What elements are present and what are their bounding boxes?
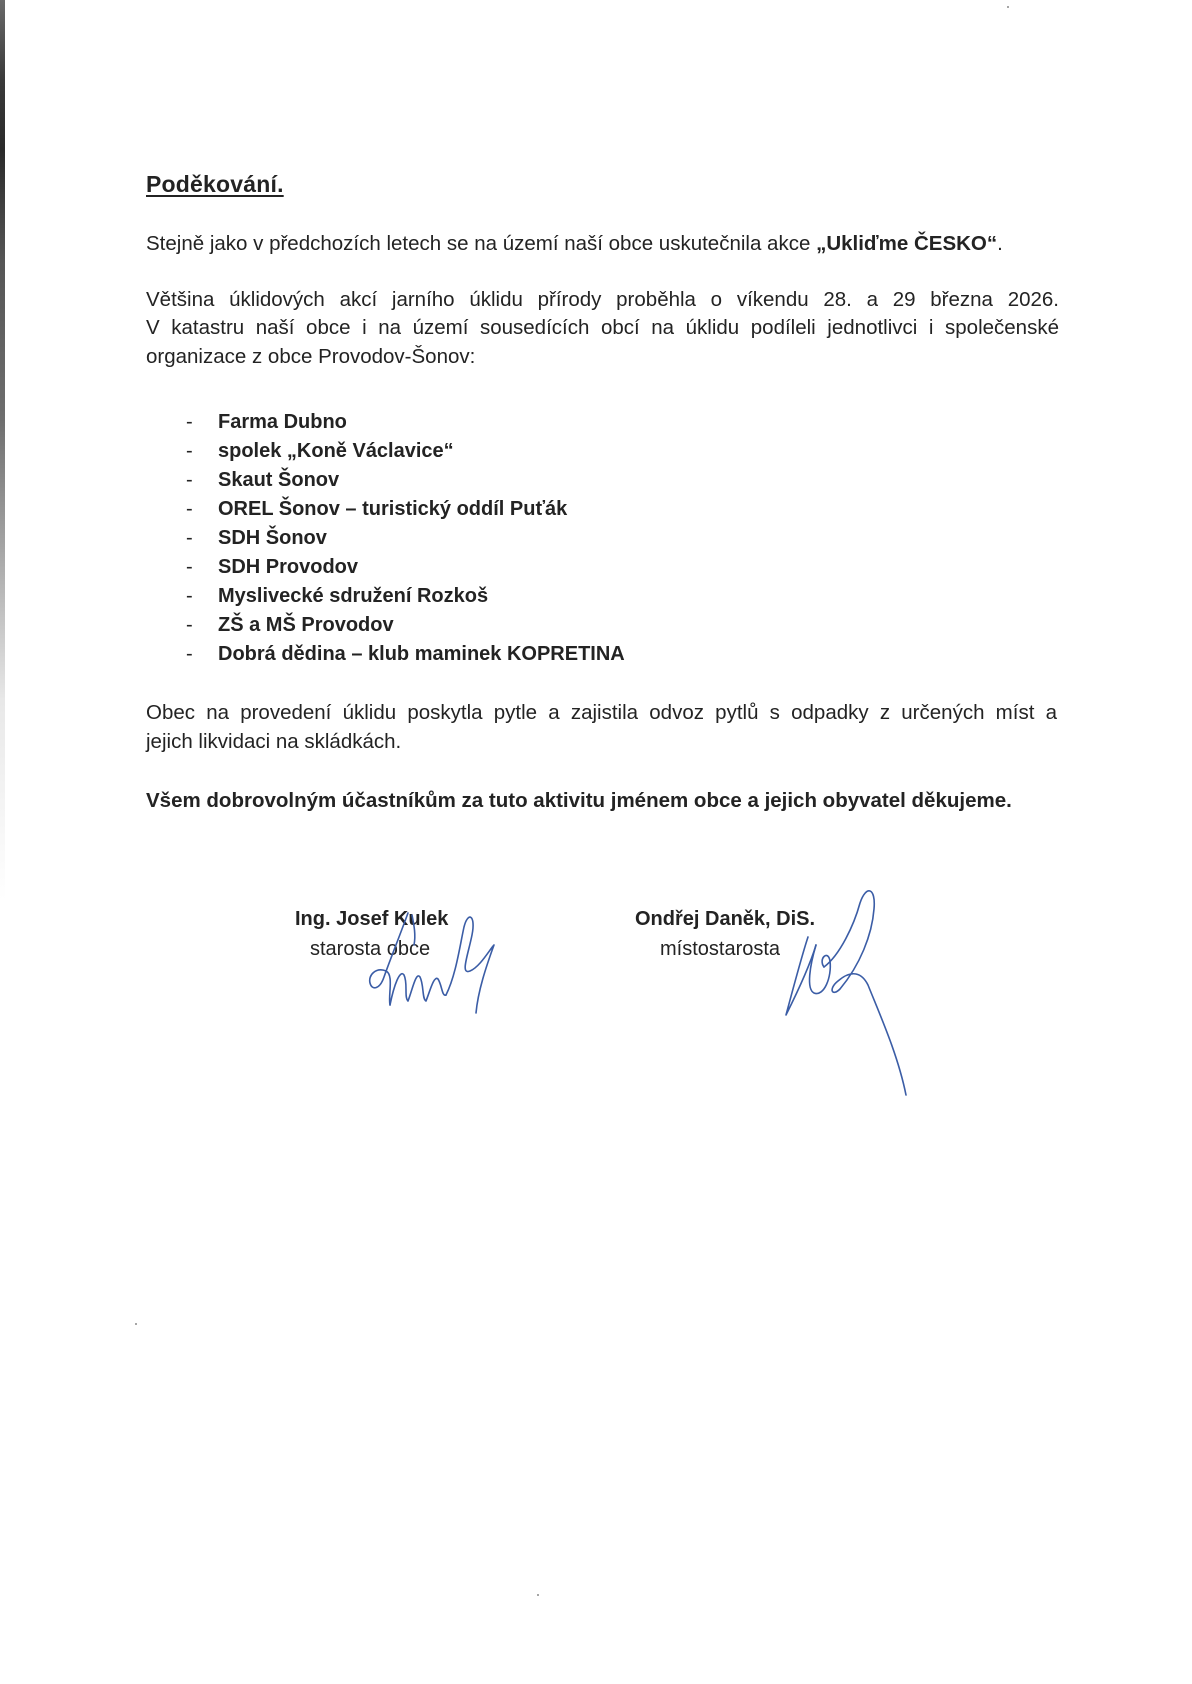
organizations-list bbox=[186, 408, 625, 669]
intro-paragraph bbox=[146, 234, 1003, 255]
paragraph-1-line-2: V katastru naší obce i na území sousedících obcí na úklidu podíleli jednotlivci i společenské bbox=[146, 316, 1059, 339]
organization-name: ZŠ a MŠ Provodov bbox=[218, 614, 394, 636]
list-item bbox=[186, 437, 625, 466]
signatory-2-role: místostarosta bbox=[660, 938, 781, 960]
signature-danek-icon bbox=[780, 885, 920, 1105]
list-item bbox=[186, 582, 625, 611]
signatory-1-role: starosta obce bbox=[310, 938, 431, 960]
organization-name: Farma Dubno bbox=[218, 411, 347, 433]
organization-name: Myslivecké sdružení Rozkoš bbox=[218, 585, 489, 607]
signatory-1-name: Ing. Josef Kulek bbox=[295, 908, 449, 930]
list-item bbox=[186, 553, 625, 582]
paragraph-1-line-3: organizace z obce Provodov-Šonov: bbox=[146, 345, 476, 368]
bullet-dash: - bbox=[186, 498, 193, 520]
scan-edge-shadow bbox=[0, 0, 5, 1684]
bullet-dash: - bbox=[186, 527, 193, 549]
bullet-dash: - bbox=[186, 643, 193, 665]
scan-speck bbox=[537, 1594, 539, 1596]
signature-kulek-icon bbox=[360, 905, 520, 1015]
bullet-dash: - bbox=[186, 411, 193, 433]
intro-text: Stejně jako v předchozích letech se na území naší obce uskutečnila akce bbox=[146, 232, 817, 255]
scan-speck bbox=[1007, 6, 1009, 8]
organization-name: spolek „Koně Václavice“ bbox=[218, 440, 454, 462]
organization-name: OREL Šonov – turistický oddíl Puťák bbox=[218, 498, 568, 520]
scan-speck bbox=[135, 1323, 137, 1325]
document-title: Poděkování. bbox=[146, 171, 284, 197]
bullet-dash: - bbox=[186, 440, 193, 462]
intro-period: . bbox=[997, 232, 1003, 255]
closing-thanks: Všem dobrovolným účastníkům za tuto aktivitu jménem obce a jejich obyvatel děkujeme. bbox=[146, 789, 1012, 812]
list-item bbox=[186, 611, 625, 640]
organization-name: Dobrá dědina – klub maminek KOPRETINA bbox=[218, 643, 625, 665]
paragraph-2-line-2: jejich likvidaci na skládkách. bbox=[146, 730, 402, 753]
signatory-2-name: Ondřej Daněk, DiS. bbox=[635, 908, 816, 930]
list-item bbox=[186, 466, 625, 495]
bullet-dash: - bbox=[186, 469, 193, 491]
organization-name: SDH Provodov bbox=[218, 556, 359, 578]
list-item bbox=[186, 495, 625, 524]
paragraph-2-line-1: Obec na provedení úklidu poskytla pytle a zajistila odvoz pytlů s odpadky z určených míst a bbox=[146, 701, 1057, 724]
bullet-dash: - bbox=[186, 614, 193, 636]
bullet-dash: - bbox=[186, 556, 193, 578]
list-item bbox=[186, 640, 625, 669]
list-item bbox=[186, 524, 625, 553]
bullet-dash: - bbox=[186, 585, 193, 607]
list-item bbox=[186, 408, 625, 437]
paragraph-1-line-1: Většina úklidových akcí jarního úklidu přírody proběhla o víkendu 28. a 29 března 2026. bbox=[146, 288, 1059, 311]
event-name: „Ukliďme ČESKO“ bbox=[816, 232, 998, 255]
organization-name: SDH Šonov bbox=[218, 527, 327, 549]
organization-name: Skaut Šonov bbox=[218, 469, 340, 491]
